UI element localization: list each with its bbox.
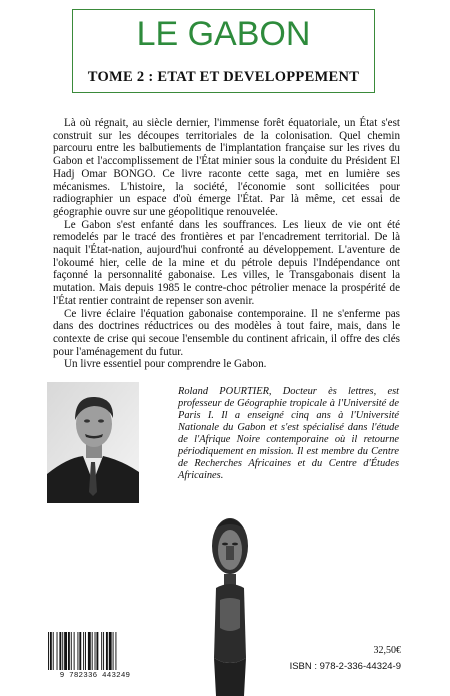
paragraph: Le Gabon s'est enfanté dans les souffrances. Les lieux de vie ont été remodelés par le tracé des frontières et par l'encadrement territorial. De là naquit l'État-nation, aujourd'hui confronté au développement. L'aventure de l'okoumé hier, celle de la mine et du pétrole depuis l'Indépendance ont façonné la personnalité gabonaise. Les villes, le Transgabonais disent la mutation. Mais depuis 1985 le contre-choc pétrolier menace la prospérité de l'État rentier contraint de repenser son avenir.: [53, 218, 400, 307]
paragraph: Un livre essentiel pour comprendre le Gabon.: [64, 358, 267, 371]
isbn: ISBN : 978-2-336-44324-9: [289, 661, 401, 672]
author-photo: [47, 382, 139, 503]
statue-image: [200, 508, 260, 696]
paragraph: Ce livre éclaire l'équation gabonaise contemporaine. Il ne s'enferme pas dans des doctrines réductrices ou des modèles à tout faire, mais, dans le contexte de crise qui secoue l'ensemble du continent africain, il offre des clés pour l'aménagement du futur.: [53, 307, 400, 358]
barcode-number: 9 782336 443249: [59, 672, 131, 680]
title-frame: [72, 9, 375, 93]
paragraph: Là où régnait, au siècle dernier, l'immense forêt équatoriale, un État s'est construit sur les découpes territoriales de la colonisation. Quel chemin parcouru entre les balbutiements de l'implantation française sur les rives du Gabon et l'accomplissement de l'État minier sous la conduite du Président El Hadj Omar BONGO. Ce livre raconte cette saga, met en lumière ses mécanismes. L'histoire, la société, l'économie sont sollicitées pour radiographier un espace d'où émerge l'État. Par là même, cet essai de géographie ouvre sur une géopolitique renouvelée.: [53, 117, 400, 218]
author-bio: Roland POURTIER, Docteur ès lettres, est professeur de Géographie tropicale à l'Université de Paris I. Il a enseigné cinq ans à l'Université Nationale du Gabon et s'est spécialisé dans l'étude de l'Afrique Noire contemporaine où il retourne périodiquement en mission. Il est membre du Centre de Recherches Africaines et du Centre d'Études Africaines.: [178, 386, 399, 481]
book-subtitle: TOME 2 : ETAT ET DEVELOPPEMENT: [87, 69, 360, 85]
barcode: [46, 632, 144, 682]
description-text: [53, 117, 400, 371]
price: 32,50€: [373, 645, 401, 656]
book-title: LE GABON: [136, 15, 311, 53]
barcode-bars: [46, 632, 144, 672]
